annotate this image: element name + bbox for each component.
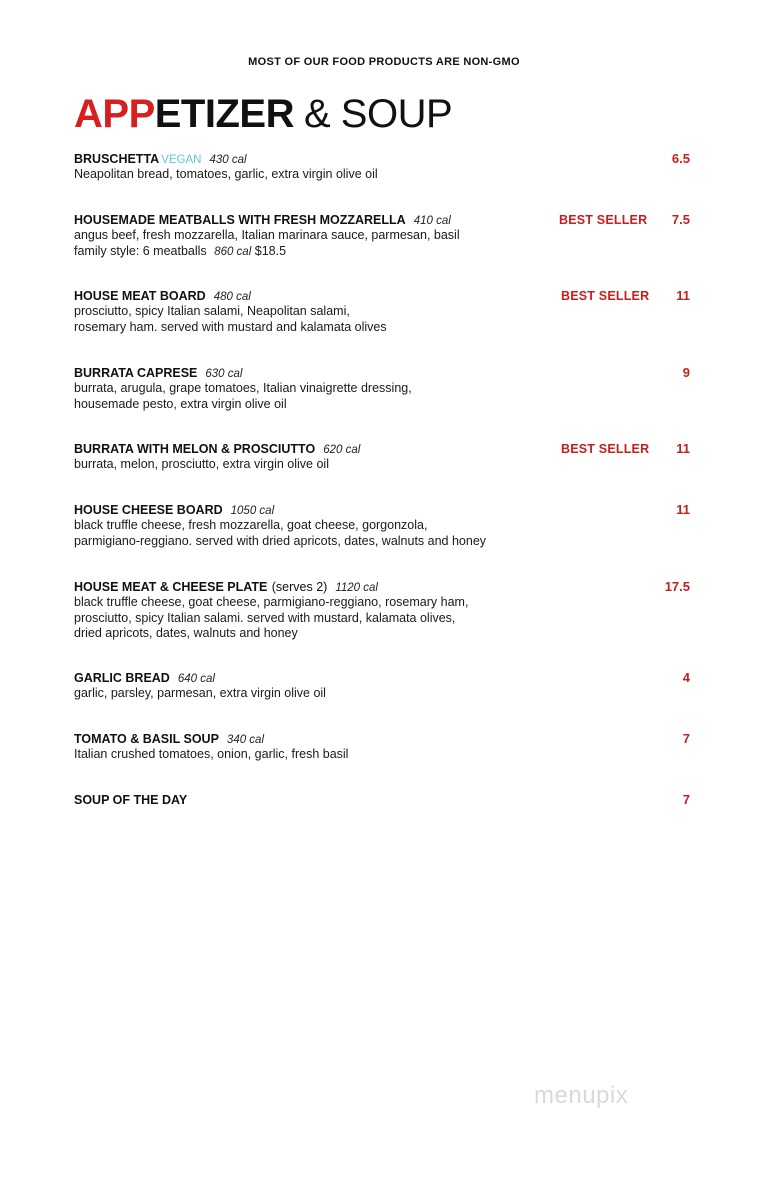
family-style-price: $18.5 (254, 243, 287, 258)
item-name: GARLIC BREAD (74, 671, 170, 685)
item-calories: 620 cal (323, 444, 361, 456)
item-price: 11 (676, 441, 690, 456)
item-description: rosemary ham. served with mustard and kalamata olives (74, 319, 387, 334)
menu-item-house-cheese-board (74, 502, 694, 549)
item-calories: 640 cal (177, 673, 215, 685)
title-suffix: & SOUP (303, 92, 453, 136)
vegan-tag: VEGAN (161, 154, 202, 166)
item-calories: 1120 cal (335, 582, 378, 594)
best-seller-badge: BEST SELLER (561, 442, 650, 456)
menu-item-burrata-caprese (74, 365, 694, 412)
item-name: TOMATO & BASIL SOUP (74, 732, 219, 746)
title-accent: APP (74, 92, 155, 136)
item-price: 7 (682, 792, 690, 807)
item-description: burrata, arugula, grape tomatoes, Italian vinaigrette dressing, (74, 381, 412, 395)
item-calories: 340 cal (226, 734, 265, 746)
item-price: 7.5 (671, 212, 690, 227)
item-description: prosciutto, spicy Italian salami, Neapolitan salami, (74, 304, 350, 318)
item-description: Neapolitan bread, tomatoes, garlic, extra virgin olive oil (74, 167, 378, 181)
item-name: HOUSE MEAT & CHEESE PLATE (74, 580, 268, 594)
item-name: BURRATA WITH MELON & PROSCIUTTO (74, 442, 316, 456)
menu-item-garlic-bread (74, 670, 694, 702)
item-price: 6.5 (671, 151, 690, 166)
family-style-option (74, 244, 694, 261)
item-price: 9 (682, 365, 690, 380)
item-name: BURRATA CAPRESE (74, 366, 198, 380)
menu-item-house-meat-board (74, 288, 694, 335)
best-seller-badge: BEST SELLER (559, 213, 648, 227)
item-price: 17.5 (664, 579, 690, 594)
item-name: BRUSCHETTA (74, 152, 160, 166)
item-description: prosciutto, spicy Italian salami. served with mustard, kalamata olives, (74, 610, 456, 625)
item-description: housemade pesto, extra virgin olive oil (74, 396, 287, 411)
item-calories: 630 cal (205, 368, 243, 380)
page-title (74, 92, 452, 136)
item-name: HOUSE CHEESE BOARD (74, 503, 223, 517)
item-price: 7 (682, 731, 690, 746)
item-description: parmigiano-reggiano. served with dried apricots, dates, walnuts and honey (74, 533, 487, 548)
menu-item-meatballs (74, 212, 694, 260)
item-description: black truffle cheese, fresh mozzarella, goat cheese, gorgonzola, (74, 518, 428, 532)
family-style-label: family style: 6 meatballs (74, 243, 207, 258)
family-style-calories: 860 cal (214, 245, 252, 258)
menu-item-tomato-basil-soup (74, 731, 694, 763)
item-description: garlic, parsley, parmesan, extra virgin olive oil (74, 686, 326, 700)
item-description: dried apricots, dates, walnuts and honey (74, 626, 298, 640)
menu-item-bruschetta (74, 151, 694, 183)
item-calories: 1050 cal (230, 505, 275, 517)
best-seller-badge: BEST SELLER (561, 289, 650, 303)
menupix-watermark: menupix (534, 1082, 629, 1109)
item-price: 11 (676, 502, 690, 517)
item-price: 11 (676, 288, 690, 303)
item-serves: (serves 2) (271, 580, 328, 594)
menu-item-meat-cheese-plate (74, 579, 694, 642)
item-name: SOUP OF THE DAY (74, 793, 188, 807)
item-description: black truffle cheese, goat cheese, parmigiano-reggiano, rosemary ham, (74, 595, 469, 609)
item-calories: 430 cal (209, 154, 247, 166)
item-description: burrata, melon, prosciutto, extra virgin olive oil (74, 457, 329, 471)
item-price: 4 (682, 670, 690, 685)
title-main: ETIZER (154, 92, 294, 136)
non-gmo-notice: MOST OF OUR FOOD PRODUCTS ARE NON-GMO (248, 56, 520, 68)
menu-item-burrata-melon-prosciutto (74, 441, 694, 473)
item-name: HOUSEMADE MEATBALLS WITH FRESH MOZZARELLA (74, 213, 406, 227)
item-description: angus beef, fresh mozzarella, Italian marinara sauce, parmesan, basil (74, 228, 460, 242)
item-calories: 410 cal (413, 215, 451, 227)
menu-item-soup-of-the-day (74, 792, 694, 808)
item-calories: 480 cal (213, 291, 251, 303)
item-description: Italian crushed tomatoes, onion, garlic, fresh basil (74, 747, 349, 761)
item-name: HOUSE MEAT BOARD (74, 289, 206, 303)
